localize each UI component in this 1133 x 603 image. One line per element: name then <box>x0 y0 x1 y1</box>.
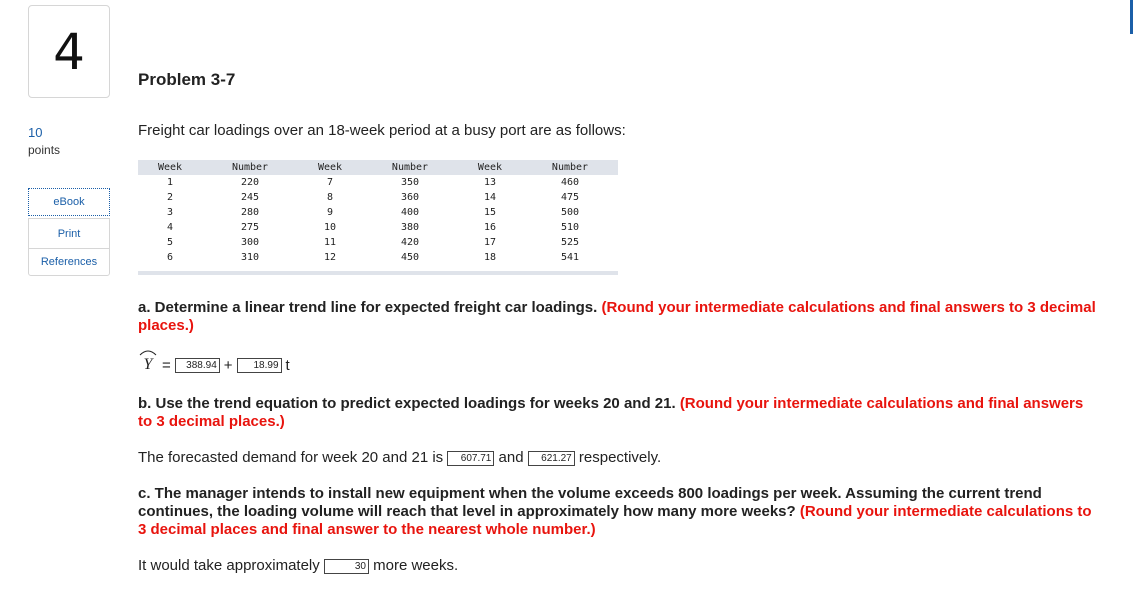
part-c-sentence-end: more weeks. <box>373 557 459 574</box>
table-cell: 310 <box>240 252 260 263</box>
y-hat-symbol: Y <box>140 356 156 374</box>
table-row <box>138 175 618 190</box>
table-cell: 420 <box>400 237 420 248</box>
part-b-text: b. Use the trend equation to predict expected loadings for weeks 20 and 21. <box>138 395 676 412</box>
problem-title: Problem 3-7 <box>138 70 236 89</box>
table-cell: 8 <box>326 192 333 203</box>
part-a-rounding-note: (Round your intermediate calculations and final answers to 3 decimal places.) <box>138 299 1096 334</box>
problem-intro: Freight car loadings over an 18-week period at a busy port are as follows: <box>138 122 626 139</box>
part-c-sentence-start: It would take approximately <box>138 557 320 574</box>
table-bottom-rule <box>138 271 618 275</box>
part-b-rounding-note: (Round your intermediate calculations and final answers to 3 decimal places.) <box>138 395 1084 430</box>
ebook-button[interactable]: eBook <box>28 188 110 216</box>
part-b-sentence-start: The forecasted demand for week 20 and 21 is <box>138 449 444 466</box>
part-a-text: a. Determine a linear trend line for expected freight car loadings. <box>138 299 598 316</box>
equals-sign: = <box>162 356 171 374</box>
table-cell: 2 <box>166 192 174 203</box>
table-row <box>138 190 618 205</box>
header-week: Week <box>138 160 202 175</box>
header-week: Week <box>298 160 362 175</box>
references-button[interactable]: References <box>28 248 110 276</box>
print-button[interactable]: Print <box>28 219 110 249</box>
table-cell: 275 <box>240 222 260 233</box>
header-number: Number <box>362 160 458 175</box>
table-cell: 300 <box>240 237 260 248</box>
slope-answer-field[interactable]: 18.99 <box>237 358 282 373</box>
table-cell: 14 <box>483 192 496 203</box>
intercept-answer-field[interactable]: 388.94 <box>175 358 220 373</box>
table-row <box>138 220 618 235</box>
table-cell: 525 <box>560 237 580 248</box>
table-cell: 9 <box>326 207 333 218</box>
table-cell: 16 <box>483 222 496 233</box>
table-cell: 280 <box>240 207 260 218</box>
points-value: 10 <box>28 125 43 140</box>
table-cell: 4 <box>166 222 174 233</box>
table-cell: 15 <box>483 207 496 218</box>
table-cell: 1 <box>166 177 174 188</box>
table-cell: 400 <box>400 207 420 218</box>
week20-answer-field[interactable]: 607.71 <box>447 451 494 466</box>
trend-equation <box>140 356 290 374</box>
header-week: Week <box>458 160 522 175</box>
hat-icon <box>139 348 157 356</box>
table-cell: 11 <box>323 237 337 248</box>
table-cell: 18 <box>483 252 496 263</box>
table-row <box>138 250 618 265</box>
part-c-prompt <box>138 485 1098 539</box>
table-row <box>138 205 618 220</box>
part-b-answer-sentence <box>138 449 1098 467</box>
part-b-prompt <box>138 395 1098 431</box>
header-number: Number <box>522 160 618 175</box>
table-cell: 541 <box>560 252 580 263</box>
part-a-prompt <box>138 299 1098 335</box>
table-cell: 350 <box>400 177 420 188</box>
table-cell: 17 <box>483 237 496 248</box>
table-cell: 450 <box>400 252 420 263</box>
t-variable: t <box>285 356 290 374</box>
table-cell: 12 <box>323 252 337 263</box>
part-c-text: c. The manager intends to install new equipment when the volume exceeds 800 loadings per week. Assuming the current trend continues, the loading volume will reach that level in approximately how many more weeks? <box>138 485 1042 520</box>
plus-sign: + <box>223 356 233 374</box>
table-cell: 3 <box>166 207 174 218</box>
table-cell: 7 <box>326 177 333 188</box>
points-label: points <box>28 143 61 157</box>
question-number: 4 <box>28 5 110 98</box>
part-c-rounding-note: (Round your intermediate calculations to 3 decimal places and final answer to the nearest whole number.) <box>138 503 1092 538</box>
table-cell: 245 <box>240 192 260 203</box>
table-cell: 360 <box>400 192 420 203</box>
table-cell: 500 <box>560 207 580 218</box>
table-cell: 380 <box>400 222 420 233</box>
header-number: Number <box>202 160 298 175</box>
table-row <box>138 235 618 250</box>
table-cell: 6 <box>166 252 174 263</box>
table-cell: 510 <box>560 222 580 233</box>
table-header-row <box>138 160 618 175</box>
table-cell: 220 <box>240 177 260 188</box>
weeks-answer-field[interactable]: 30 <box>324 559 369 574</box>
part-c-answer-sentence <box>138 557 1098 575</box>
table-cell: 13 <box>483 177 496 188</box>
week21-answer-field[interactable]: 621.27 <box>528 451 575 466</box>
and-text: and <box>498 449 524 466</box>
data-table <box>138 160 618 265</box>
table-cell: 460 <box>560 177 580 188</box>
table-cell: 10 <box>323 222 337 233</box>
table-cell: 5 <box>166 237 174 248</box>
table-cell: 475 <box>560 192 580 203</box>
part-b-sentence-end: respectively. <box>578 449 662 466</box>
